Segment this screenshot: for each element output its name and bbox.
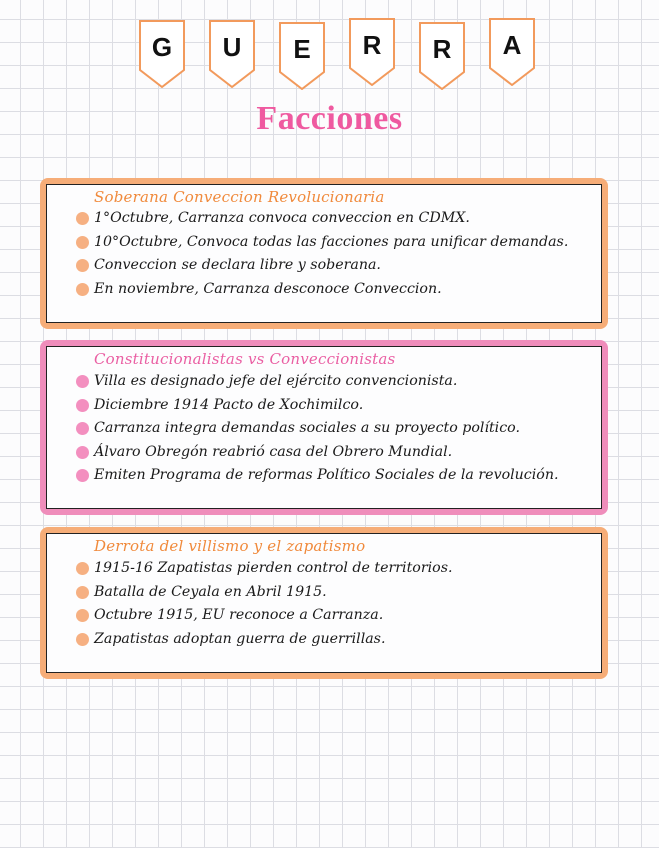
list-item-text: Conveccion se declara libre y soberana. — [94, 257, 381, 273]
section-card-constitucionalistas — [40, 340, 608, 515]
list-item-text: 10°Octubre, Convoca todas las facciones para unificar demandas. — [94, 233, 569, 250]
banner-flag — [209, 20, 255, 88]
list-item-text: Carranza integra demandas sociales a su proyecto político. — [94, 420, 520, 436]
bullet-dot — [76, 562, 89, 575]
bullet-dot — [76, 586, 89, 599]
list-item-text: Octubre 1915, EU reconoce a Carranza. — [94, 607, 384, 623]
banner-letter: E — [293, 34, 311, 64]
bullet-dot — [76, 609, 89, 622]
list-item-text: 1°Octubre, Carranza convoca conveccion en CDMX. — [94, 210, 470, 226]
list-item-text: Emiten Programa de reformas Político Sociales de la revolución. — [94, 467, 559, 483]
list-item-text: Álvaro Obregón reabrió casa del Obrero Mundial. — [94, 443, 453, 460]
banner-letter: R — [362, 30, 382, 60]
section-list — [74, 207, 568, 301]
list-item — [74, 628, 453, 652]
bullet-dot — [76, 446, 89, 459]
bullet-dot — [76, 236, 89, 249]
guerra-banner — [139, 18, 539, 92]
list-item — [74, 604, 453, 628]
banner-flag — [419, 22, 465, 90]
list-item — [74, 581, 453, 605]
bullet-dot — [76, 399, 89, 412]
section-heading: Soberana Conveccion Revolucionaria — [94, 188, 385, 206]
list-item-text: Villa es designado jefe del ejército convencionista. — [94, 373, 458, 389]
section-heading: Derrota del villismo y el zapatismo — [94, 537, 366, 555]
banner-letter: R — [432, 34, 452, 64]
list-item — [74, 557, 453, 581]
page-title: Facciones — [256, 100, 403, 137]
bullet-dot — [76, 422, 89, 435]
section-card-soberana — [40, 178, 608, 329]
banner-letter: U — [222, 32, 242, 62]
banner-flag — [489, 18, 535, 86]
list-item — [74, 278, 568, 302]
list-item-text: Diciembre 1914 Pacto de Xochimilco. — [94, 396, 364, 413]
bullet-dot — [76, 375, 89, 388]
list-item — [74, 417, 558, 441]
list-item — [74, 370, 558, 394]
banner-flag — [279, 22, 325, 90]
bullet-dot — [76, 469, 89, 482]
bullet-dot — [76, 212, 89, 225]
bullet-dot — [76, 633, 89, 646]
list-item — [74, 231, 568, 255]
section-list — [74, 557, 453, 651]
list-item-text: En noviembre, Carranza desconoce Conveccion. — [94, 280, 442, 297]
section-heading: Constitucionalistas vs Conveccionistas — [94, 350, 396, 368]
list-item — [74, 441, 558, 465]
section-card-derrota — [40, 527, 608, 679]
banner-flag — [139, 20, 185, 88]
banner-letter: G — [151, 32, 173, 62]
section-list — [74, 370, 558, 488]
list-item — [74, 464, 558, 488]
list-item — [74, 394, 558, 418]
bullet-dot — [76, 259, 89, 272]
banner-letter: A — [502, 30, 522, 60]
list-item-text: Batalla de Ceyala en Abril 1915. — [94, 583, 327, 600]
list-item-text: 1915-16 Zapatistas pierden control de territorios. — [94, 560, 453, 576]
list-item — [74, 207, 568, 231]
banner-flag — [349, 18, 395, 86]
list-item — [74, 254, 568, 278]
bullet-dot — [76, 283, 89, 296]
list-item-text: Zapatistas adoptan guerra de guerrillas. — [94, 630, 386, 647]
